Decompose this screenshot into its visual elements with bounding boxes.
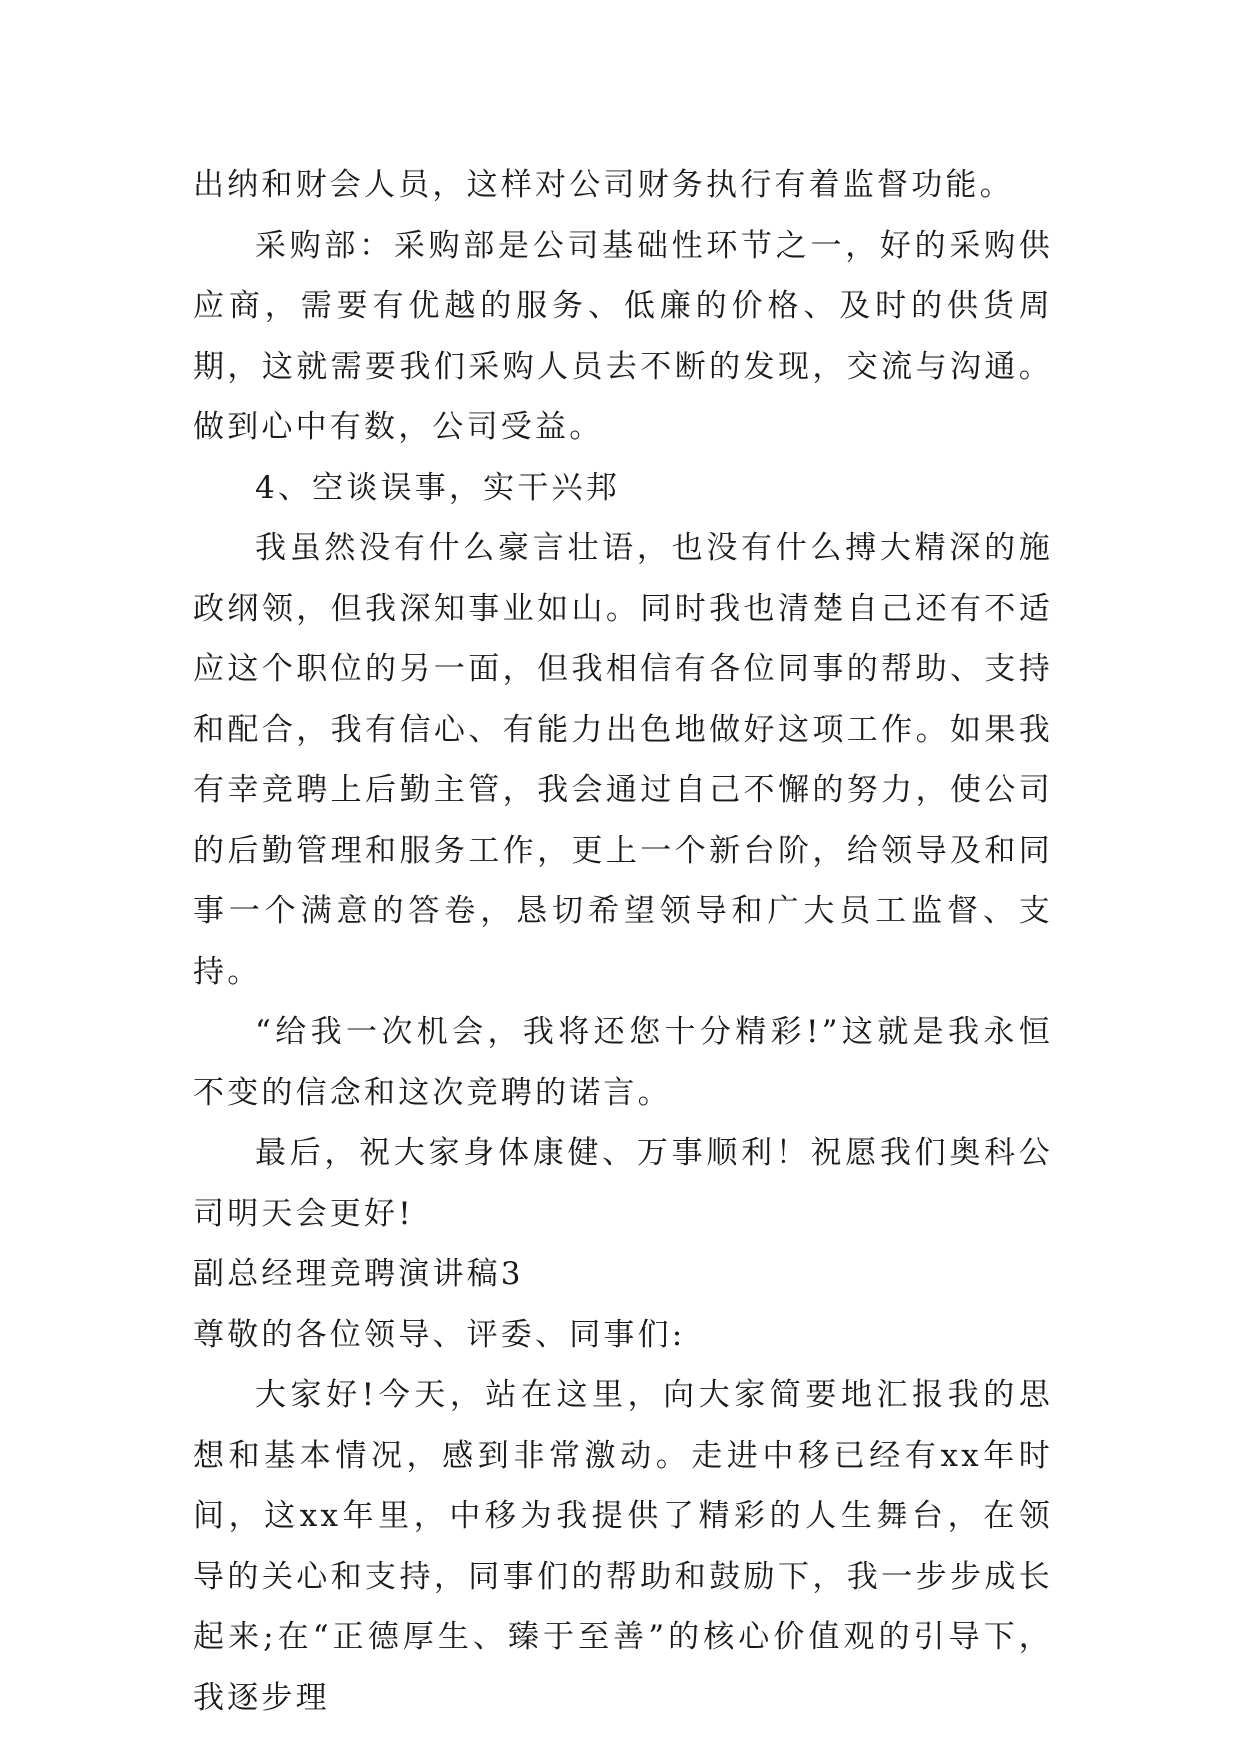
document-body bbox=[193, 155, 1053, 1728]
salutation: 尊敬的各位领导、评委、同事们: bbox=[193, 1316, 686, 1353]
paragraph-introduction: 大家好!今天，站在这里，向大家简要地汇报我的思想和基本情况，感到非常激动。走进中移已经有xx年时间，这xx年里，中移为我提供了精彩的人生舞台，在领导的关心和支持，同事们的帮助和鼓励下，我一步步成长起来;在“正德厚生、臻于至善”的核心价值观的引导下，我逐步理 bbox=[193, 1377, 1053, 1716]
paragraph-purchasing: 采购部：采购部是公司基础性环节之一，好的采购供应商，需要有优越的服务、低廉的价格、及时的供货周期，这就需要我们采购人员去不断的发现，交流与沟通。做到心中有数，公司受益。 bbox=[193, 227, 1053, 445]
paragraph-promise: “给我一次机会，我将还您十分精彩!”这就是我永恒不变的信念和这次竞聘的诺言。 bbox=[193, 1014, 1053, 1111]
speech-title-3: 副总经理竞聘演讲稿3 bbox=[193, 1256, 524, 1292]
paragraph-closing: 最后，祝大家身体康健、万事顺利！祝愿我们奥科公司明天会更好! bbox=[193, 1135, 1053, 1232]
paragraph-commitment: 我虽然没有什么豪言壮语，也没有什么搏大精深的施政纲领，但我深知事业如山。同时我也清楚自己还有不适应这个职位的另一面，但我相信有各位同事的帮助、支持和配合，我有信心、有能力出色地做好这项工作。如果我有幸竞聘上后勤主管，我会通过自己不懈的努力，使公司的后勤管理和服务工作，更上一个新台阶，给领导及和同事一个满意的答卷，恳切希望领导和广大员工监督、支持。 bbox=[193, 530, 1053, 990]
section-heading-4: 4、空谈误事，实干兴邦 bbox=[255, 469, 620, 506]
paragraph-finance-end: 出纳和财会人员，这样对公司财务执行有着监督功能。 bbox=[193, 167, 1014, 203]
